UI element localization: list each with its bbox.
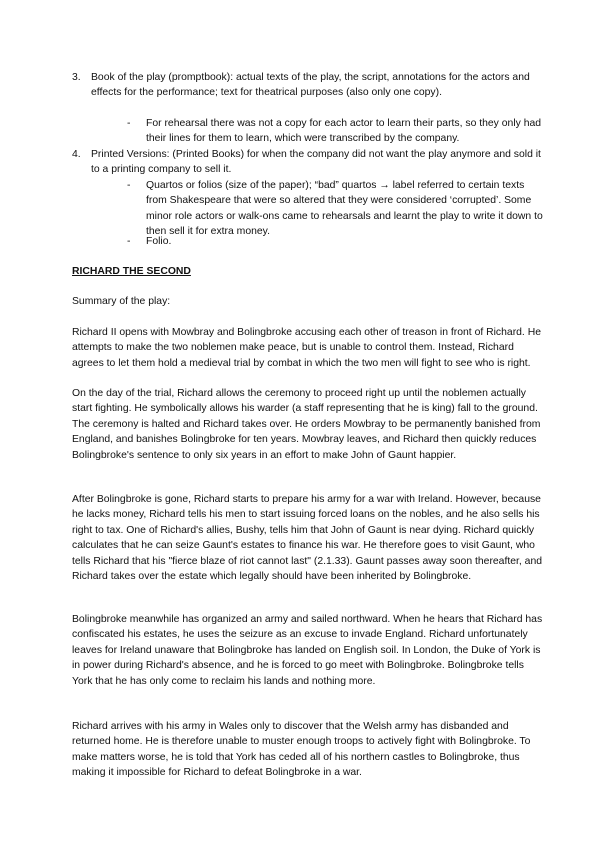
- list-number: 3.: [72, 72, 81, 83]
- paragraph-2: On the day of the trial, Richard allows the ceremony to proceed right up until the noblemen actually start fighting. He symbolically allows his warder (a staff representing that he is king) fall to the ground. The ceremony is halted and Richard takes over. He orders Mowbray to be permanently banished from England, and banishes Bolingbroke for ten years. Mowbray leaves, and Richard then quickly reduces Bolingbroke's sentence to only six years in an effort to make John of Gaunt happier.: [72, 388, 541, 461]
- sub-item-folio: [127, 234, 546, 249]
- dash-bullet: -: [127, 236, 131, 247]
- paragraph-4: Bolingbroke meanwhile has organized an army and sailed northward. When he hears that Richard has confiscated his estates, he uses the seizure as an excuse to invade England. Richard unfortunately leaves for Ireland unaware that Bolingbroke has landed on English soil. In London, the Duke of York is in power during Richard's absence, and he is forced to go meet with Bolingbroke. Bolingbroke tells York that he has only come to reclaim his lands and nothing more.: [72, 614, 543, 687]
- paragraph-1: Richard II opens with Mowbray and Bolingbroke accusing each other of treason in front of Richard. He attempts to make the two noblemen make peace, but is unable to control them. Instead, Richard agrees to let them hold a medieval trial by combat in which the two men will fight to see who is right.: [72, 327, 541, 369]
- sub-item-text: For rehearsal there was not a copy for each actor to learn their parts, so they only had their lines for them to learn, which were transcribed by the company.: [146, 118, 542, 145]
- sub-item-rehearsal: [127, 116, 546, 147]
- list-item-text: Book of the play (promptbook): actual texts of the play, the script, annotations for the actors and effects for the performance; text for theatrical purposes (also only one copy).: [91, 72, 530, 99]
- list-number: 4.: [72, 149, 81, 160]
- dash-bullet: -: [127, 180, 131, 191]
- paragraph-3: After Bolingbroke is gone, Richard starts to prepare his army for a war with Ireland. However, because he lacks money, Richard tells his men to start issuing forced loans on the nobles, and he also sells his right to tax. One of Richard's allies, Bushy, tells him that John of Gaunt is near dying. Richard quickly calculates that he can seize Gaunt's estates to finance his war. He therefore goes to visit Gaunt, who tells Richard that his "fierce blaze of riot cannot last" (2.1.33). Gaunt passes away soon thereafter, and Richard takes over the estate which legally should have been inherited by Bolingbroke.: [72, 494, 543, 583]
- sub-item-text: Folio.: [146, 236, 172, 247]
- summary-label: Summary of the play:: [72, 296, 171, 307]
- list-item-4: [72, 147, 541, 178]
- dash-bullet: -: [127, 118, 131, 129]
- list-item-3: [72, 70, 541, 101]
- paragraph-5: Richard arrives with his army in Wales only to discover that the Welsh army has disbanded and returned home. He is therefore unable to muster enough troops to actively fight with Bolingbroke. To make matters worse, he is told that York has ceded all of his northern castles to Bolingbroke, thus making it impossible for Richard to defeat Bolingbroke in a war.: [72, 721, 531, 779]
- section-heading: RICHARD THE SECOND: [72, 266, 191, 277]
- list-item-text: Printed Versions: (Printed Books) for when the company did not want the play anymore and sold it to a printing company to sell it.: [91, 149, 541, 176]
- sub-item-text: Quartos or folios (size of the paper); “bad” quartos → label referred to certain texts from Shakespeare that were so altered that they were considered ‘corrupted’. Some minor role actors or walk-ons came to rehearsals and learnt the play to write it down to then sell it for extra money.: [146, 180, 543, 238]
- sub-item-quartos: [127, 178, 546, 240]
